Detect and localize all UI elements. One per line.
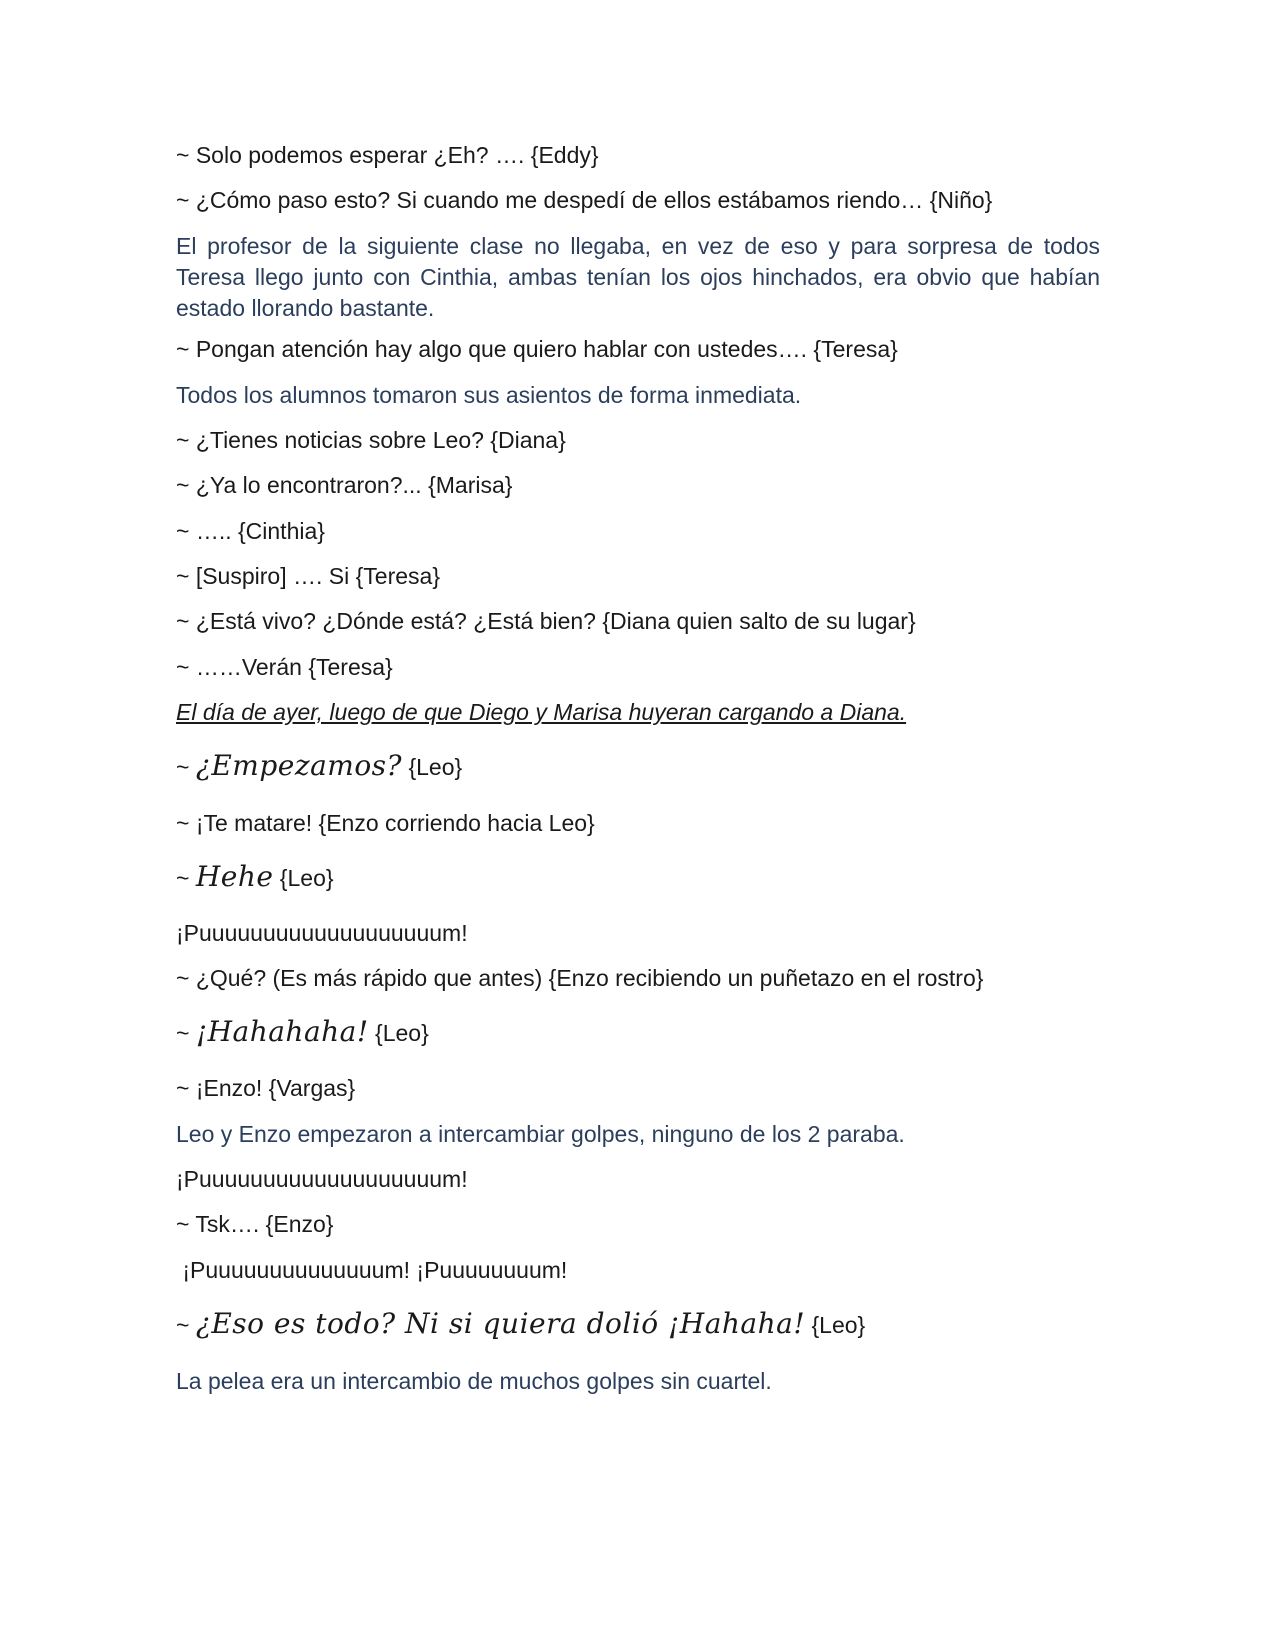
dialogue-line: ~ ….. {Cinthia} — [176, 518, 325, 544]
dialogue-line: ~ Solo podemos esperar ¿Eh? …. {Eddy} — [176, 142, 599, 168]
leo-speech: ¿Eso es todo? Ni si quiera dolió ¡Hahaha! — [195, 1307, 806, 1340]
sound-effect: ¡Puuuuuuuuuuuuuuuuuuum! — [176, 920, 468, 946]
dialogue-line: ~ ……Verán {Teresa} — [176, 654, 393, 680]
speaker-tag: {Leo} — [368, 1020, 429, 1046]
dialogue-line: ~ ¿Está vivo? ¿Dónde está? ¿Está bien? {Diana quien salto de su lugar} — [176, 608, 916, 634]
sound-effect: ¡Puuuuuuuuuuuuuuuuuuum! — [176, 1166, 468, 1192]
dialogue-line: ~ ¡Enzo! {Vargas} — [176, 1075, 356, 1101]
dialogue-dash: ~ — [176, 1312, 196, 1338]
leo-dialogue-line — [176, 1308, 1100, 1341]
leo-dialogue-line — [176, 750, 1100, 783]
speaker-tag: {Leo} — [805, 1312, 866, 1338]
dialogue-dash: ~ — [176, 754, 196, 780]
speaker-tag: {Leo} — [273, 865, 334, 891]
leo-dialogue-line — [176, 1016, 1100, 1049]
speaker-tag: {Leo} — [402, 754, 463, 780]
narration-paragraph: El profesor de la siguiente clase no llegaba, en vez de eso y para sorpresa de todos Teresa llego junto con Cinthia, ambas tenían los ojos hinchados, era obvio que habían estado llorando bastante. — [176, 233, 1100, 321]
dialogue-line: ~ ¿Ya lo encontraron?... {Marisa} — [176, 472, 513, 498]
dialogue-line: ~ ¡Te matare! {Enzo corriendo hacia Leo} — [176, 810, 595, 836]
narration-line: Leo y Enzo empezaron a intercambiar golpes, ninguno de los 2 paraba. — [176, 1121, 905, 1147]
narration-line: La pelea era un intercambio de muchos golpes sin cuartel. — [176, 1368, 772, 1394]
sound-effect: ¡Puuuuuuuuuuuuuum! ¡Puuuuuuuum! — [176, 1257, 568, 1283]
leo-dialogue-line — [176, 861, 1100, 894]
narration-line: Todos los alumnos tomaron sus asientos de forma inmediata. — [176, 382, 802, 408]
leo-speech: Hehe — [195, 860, 274, 893]
leo-speech: ¡Hahahaha! — [195, 1015, 369, 1048]
flashback-heading: El día de ayer, luego de que Diego y Marisa huyeran cargando a Diana. — [176, 699, 907, 725]
leo-speech: ¿Empezamos? — [195, 749, 403, 782]
dialogue-line: ~ [Suspiro] …. Si {Teresa} — [176, 563, 440, 589]
dialogue-line: ~ Pongan atención hay algo que quiero hablar con ustedes…. {Teresa} — [176, 336, 898, 362]
dialogue-line: ~ Tsk…. {Enzo} — [176, 1211, 334, 1237]
dialogue-line: ~ ¿Qué? (Es más rápido que antes) {Enzo recibiendo un puñetazo en el rostro} — [176, 965, 984, 991]
dialogue-line: ~ ¿Cómo paso esto? Si cuando me despedí de ellos estábamos riendo… {Niño} — [176, 187, 993, 213]
dialogue-dash: ~ — [176, 1020, 196, 1046]
dialogue-dash: ~ — [176, 865, 196, 891]
dialogue-line: ~ ¿Tienes noticias sobre Leo? {Diana} — [176, 427, 566, 453]
